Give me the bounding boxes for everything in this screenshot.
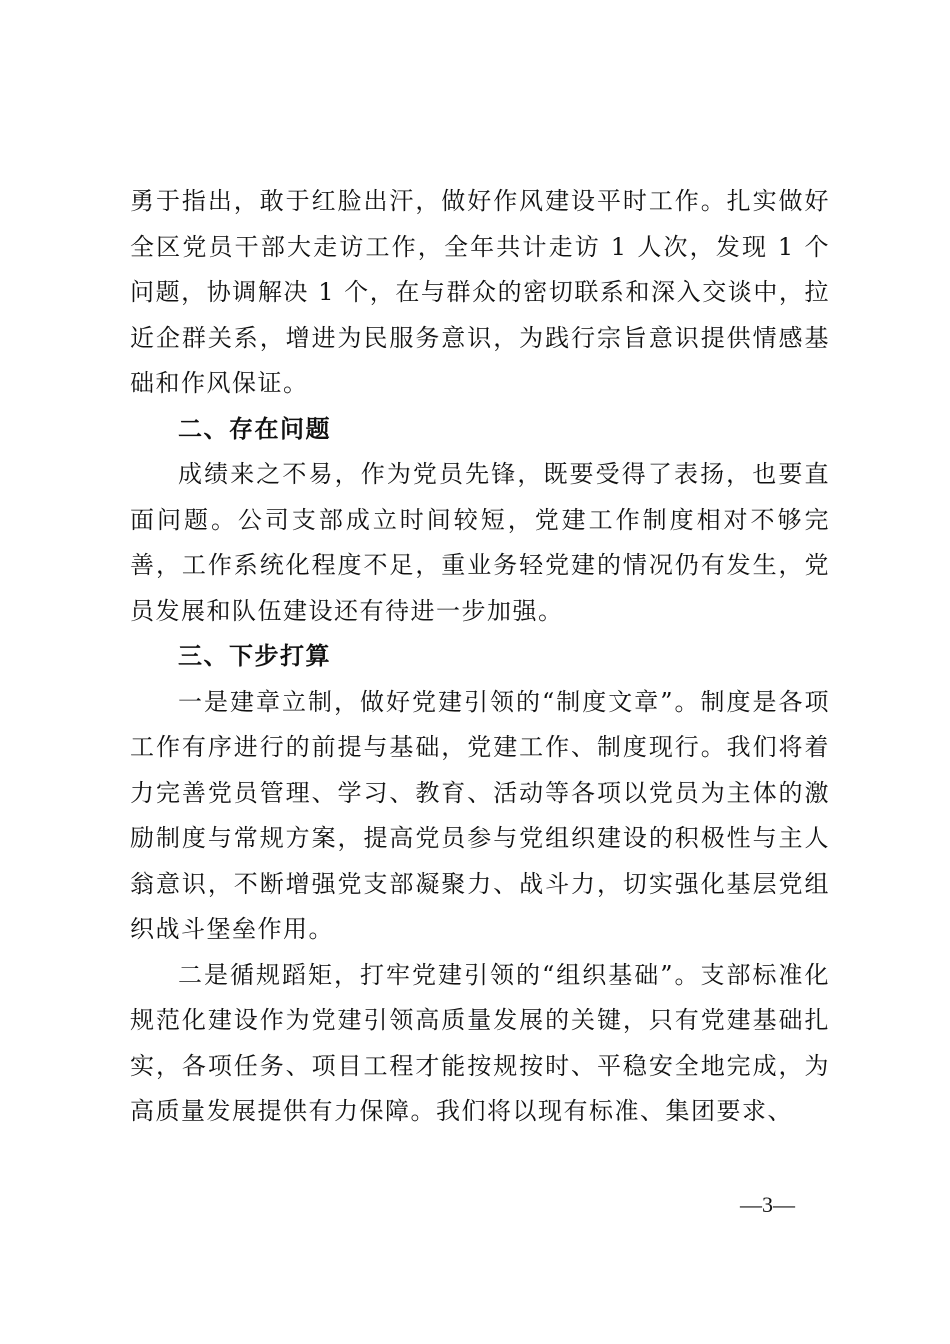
section-heading-next-steps: 三、下步打算 bbox=[178, 642, 331, 670]
paragraph-problems: 成绩来之不易，作为党员先锋，既要受得了表扬，也要直面问题。公司支部成立时间较短，党建工作制度相对不够完善，工作系统化程度不足，重业务轻党建的情况仍有发生，党员发展和队伍建设还有待进一步加强。 bbox=[130, 460, 830, 625]
paragraph-continued: 勇于指出，敢于红脸出汗，做好作风建设平时工作。扎实做好全区党员干部大走访工作，全年共计走访 1 人次，发现 1 个问题，协调解决 1 个，在与群众的密切联系和深入交谈中，拉近企群关系，增进为民服务意识，为践行宗旨意识提供情感基础和作风保证。 bbox=[130, 187, 830, 397]
page-number: —3— bbox=[740, 1192, 795, 1217]
document-body bbox=[130, 179, 830, 1135]
paragraph-next-step-2: 二是循规蹈矩，打牢党建引领的“组织基础”。支部标准化规范化建设作为党建引领高质量发展的关键，只有党建基础扎实，各项任务、项目工程才能按规按时、平稳安全地完成，为高质量发展提供有力保障。我们将以现有标准、集团要求、 bbox=[130, 960, 830, 1125]
paragraph-next-step-1: 一是建章立制，做好党建引领的“制度文章”。制度是各项工作有序进行的前提与基础，党建工作、制度现行。我们将着力完善党员管理、学习、教育、活动等各项以党员为主体的激励制度与常规方案，提高党员参与党组织建设的积极性与主人翁意识，不断增强党支部凝聚力、战斗力，切实强化基层党组织战斗堡垒作用。 bbox=[130, 687, 830, 943]
section-heading-problems: 二、存在问题 bbox=[178, 414, 331, 443]
